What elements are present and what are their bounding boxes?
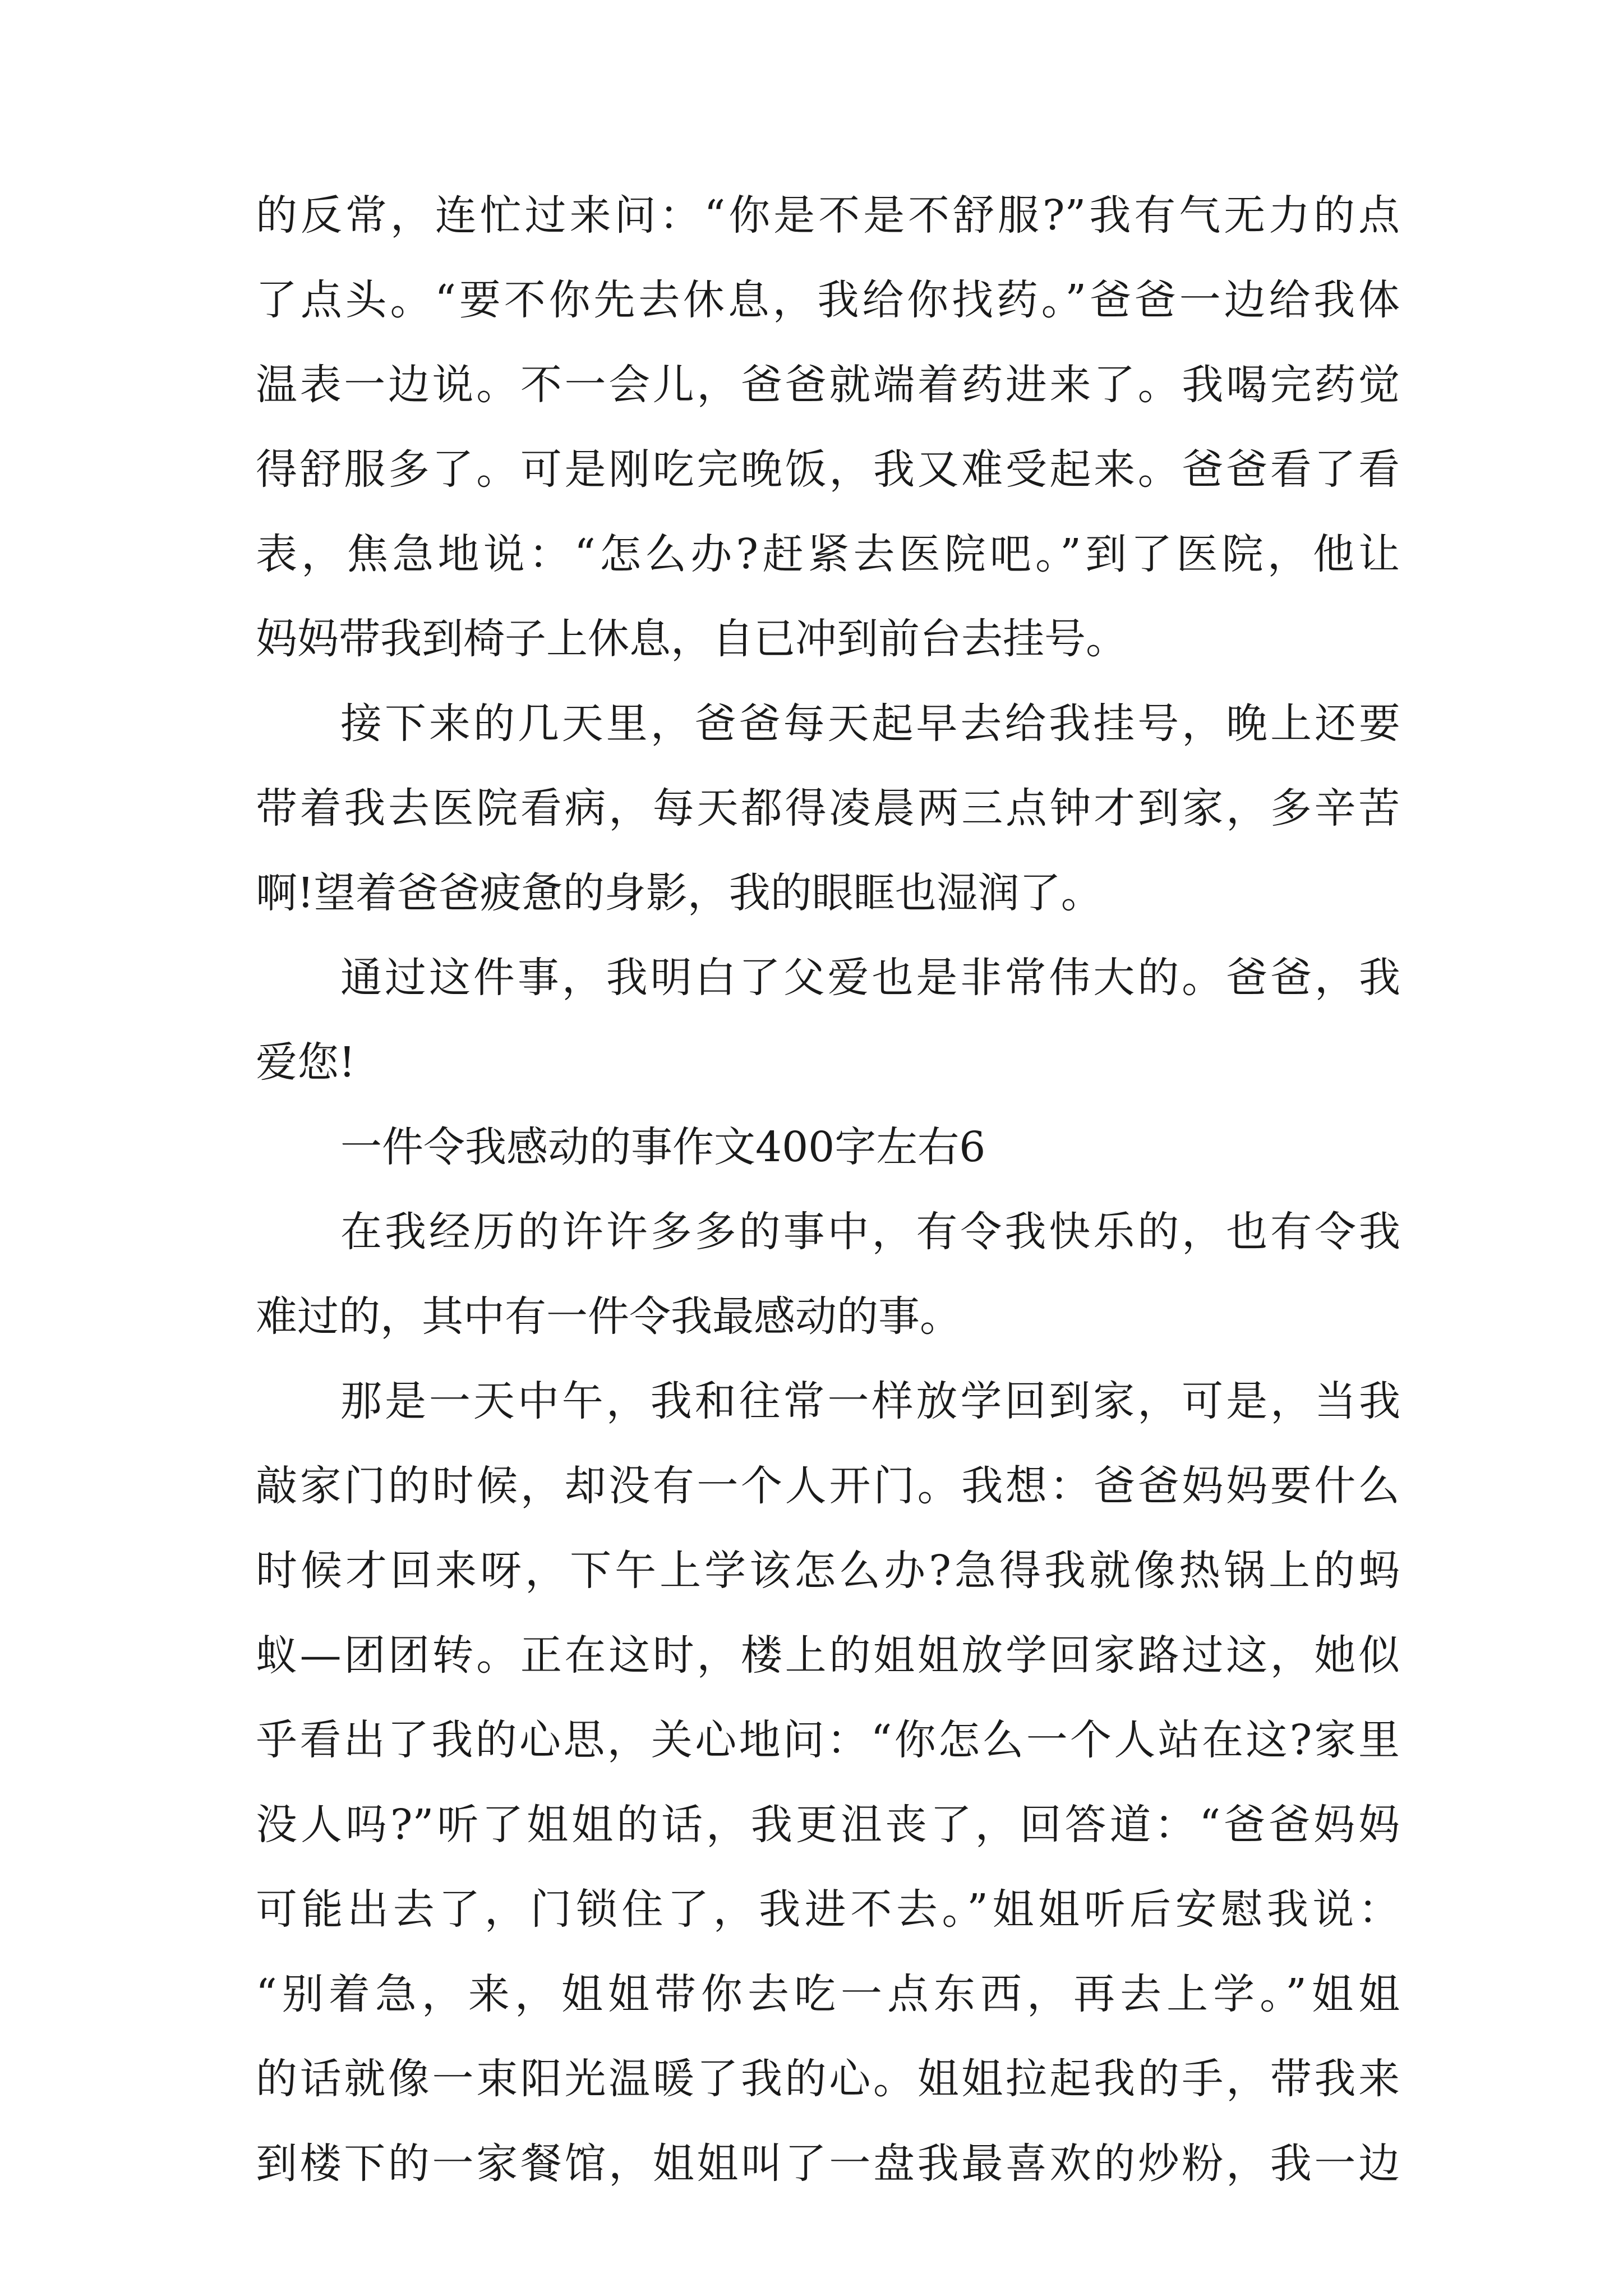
text-line: 乎看出了我的心思，关心地问：“你怎么一个人站在这?家里 — [256, 1716, 1400, 1764]
text-line: 表，焦急地说：“怎么办?赶紧去医院吧。”到了医院，他让 — [256, 530, 1400, 578]
text-line: 带着我去医院看病，每天都得凌晨两三点钟才到家，多辛苦 — [256, 784, 1400, 832]
text-line: 得舒服多了。可是刚吃完晚饭，我又难受起来。爸爸看了看 — [256, 445, 1400, 494]
text-line: 了点头。“要不你先去休息，我给你找药。”爸爸一边给我体 — [256, 276, 1400, 324]
text-line: 温表一边说。不一会儿，爸爸就端着药进来了。我喝完药觉 — [256, 361, 1400, 409]
paragraph-first-line: 在我经历的许许多多的事中，有令我快乐的，也有令我 — [340, 1208, 1400, 1256]
section-heading: 一件令我感动的事作文400字左右6 — [340, 1123, 986, 1171]
paragraph-first-line: 那是一天中午，我和往常一样放学回到家，可是，当我 — [340, 1377, 1400, 1425]
paragraph-first-line: 通过这件事，我明白了父爱也是非常伟大的。爸爸，我 — [340, 954, 1400, 1002]
text-line: 可能出去了，门锁住了，我进不去。”姐姐听后安慰我说： — [256, 1885, 1400, 1934]
text-line: 到楼下的一家餐馆，姐姐叫了一盘我最喜欢的炒粉，我一边 — [256, 2139, 1400, 2188]
text-line: 妈妈带我到椅子上休息，自已冲到前台去挂号。 — [256, 615, 1127, 663]
text-line: 敲家门的时候，却没有一个人开门。我想：爸爸妈妈要什么 — [256, 1462, 1400, 1510]
text-line: 没人吗?”听了姐姐的话，我更沮丧了，回答道：“爸爸妈妈 — [256, 1801, 1400, 1849]
paragraph-first-line: 接下来的几天里，爸爸每天起早去给我挂号，晚上还要 — [340, 700, 1400, 748]
text-line: 的反常，连忙过来问：“你是不是不舒服?”我有气无力的点 — [256, 191, 1400, 240]
text-line: 时候才回来呀，下午上学该怎么办?急得我就像热锅上的蚂 — [256, 1547, 1400, 1595]
text-line: 爱您! — [256, 1038, 356, 1087]
text-line: 难过的，其中有一件令我最感动的事。 — [256, 1292, 961, 1341]
text-line: 的话就像一束阳光温暖了我的心。姐姐拉起我的手，带我来 — [256, 2055, 1400, 2103]
text-line: 啊!望着爸爸疲惫的身影，我的眼眶也湿润了。 — [256, 869, 1103, 917]
text-line: 蚁—团团转。正在这时，楼上的姐姐放学回家路过这，她似 — [256, 1631, 1400, 1680]
text-line: “别着急，来，姐姐带你去吃一点东西，再去上学。”姐姐 — [256, 1970, 1400, 2018]
